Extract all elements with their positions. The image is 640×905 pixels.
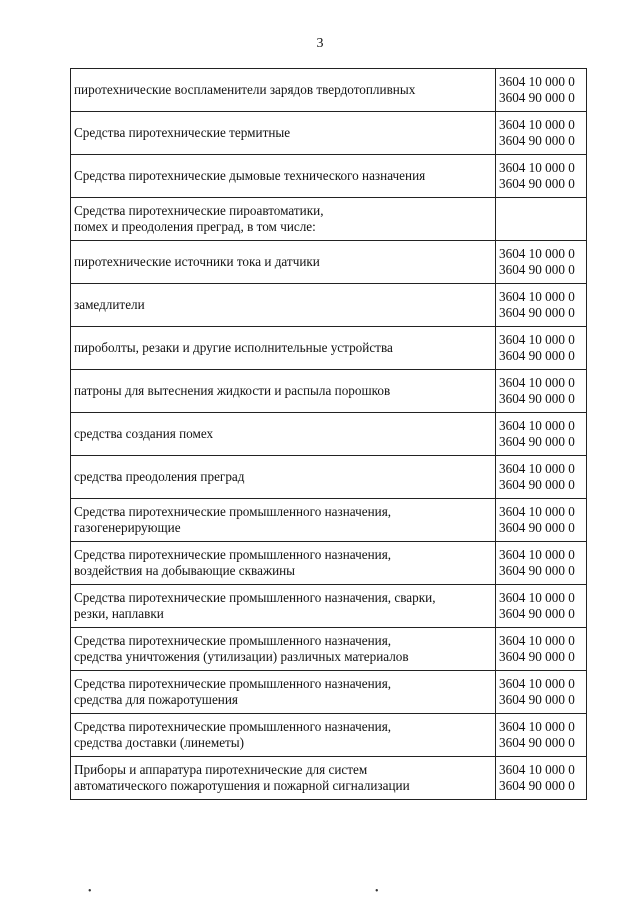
item-name-line: Средства пиротехнические промышленного назначения, сварки, <box>74 589 436 605</box>
item-name <box>71 628 496 671</box>
item-name-line: патроны для вытеснения жидкости и распыла порошков <box>74 382 391 398</box>
item-codes <box>496 284 587 327</box>
table-row <box>71 284 587 327</box>
table-row <box>71 456 587 499</box>
item-codes <box>496 241 587 284</box>
item-codes <box>496 327 587 370</box>
item-name <box>71 155 496 198</box>
item-codes <box>496 370 587 413</box>
item-name-line: автоматического пожаротушения и пожарной сигнализации <box>74 778 410 793</box>
item-codes <box>496 585 587 628</box>
table-row <box>71 69 587 112</box>
item-name <box>71 413 496 456</box>
table-row <box>71 585 587 628</box>
item-name <box>71 671 496 714</box>
tn-ved-code: 3604 90 000 0 <box>499 176 575 191</box>
item-name-line: пироболты, резаки и другие исполнительные устройства <box>74 339 393 355</box>
item-name-line: средства уничтожения (утилизации) различных материалов <box>74 649 409 664</box>
tn-ved-code: 3604 90 000 0 <box>499 90 575 105</box>
tn-ved-code: 3604 10 000 0 <box>499 761 575 777</box>
item-name <box>71 499 496 542</box>
tn-ved-code: 3604 90 000 0 <box>499 649 575 664</box>
item-name <box>71 757 496 800</box>
tn-ved-code: 3604 90 000 0 <box>499 477 575 492</box>
item-name-line: газогенерирующие <box>74 520 181 535</box>
table-row <box>71 370 587 413</box>
tn-ved-code: 3604 10 000 0 <box>499 589 575 605</box>
item-name-line: Средства пиротехнические пироавтоматики, <box>74 202 324 218</box>
item-name-line: Средства пиротехнические промышленного назначения, <box>74 632 392 648</box>
item-codes <box>496 413 587 456</box>
item-codes <box>496 671 587 714</box>
item-name-line: средства для пожаротушения <box>74 692 238 707</box>
item-name <box>71 456 496 499</box>
item-name <box>71 585 496 628</box>
item-codes <box>496 69 587 112</box>
tn-ved-code: 3604 90 000 0 <box>499 520 575 535</box>
tn-ved-code: 3604 10 000 0 <box>499 503 575 519</box>
item-name <box>71 370 496 413</box>
item-name-line: Приборы и аппаратура пиротехнические для систем <box>74 761 368 777</box>
table-row <box>71 413 587 456</box>
item-name <box>71 714 496 757</box>
table-row <box>71 155 587 198</box>
item-codes <box>496 112 587 155</box>
tn-ved-code: 3604 90 000 0 <box>499 735 575 750</box>
table-row <box>71 327 587 370</box>
item-codes <box>496 198 587 241</box>
classification-table <box>70 68 587 800</box>
item-codes <box>496 155 587 198</box>
tn-ved-code: 3604 10 000 0 <box>499 159 575 175</box>
tn-ved-code: 3604 10 000 0 <box>499 718 575 734</box>
table-row <box>71 198 587 241</box>
tn-ved-code: 3604 90 000 0 <box>499 434 575 449</box>
table-row <box>71 757 587 800</box>
item-codes <box>496 456 587 499</box>
tn-ved-code: 3604 10 000 0 <box>499 632 575 648</box>
table-row <box>71 628 587 671</box>
item-name-line: помех и преодоления преград, в том числе: <box>74 219 316 234</box>
scan-mark: • <box>88 886 92 897</box>
item-name-line: Средства пиротехнические термитные <box>74 124 291 140</box>
tn-ved-code: 3604 10 000 0 <box>499 73 575 89</box>
item-name <box>71 284 496 327</box>
item-codes <box>496 628 587 671</box>
item-name <box>71 241 496 284</box>
table-row <box>71 241 587 284</box>
tn-ved-code: 3604 90 000 0 <box>499 262 575 277</box>
item-name <box>71 69 496 112</box>
item-name-line: замедлители <box>74 296 145 312</box>
table-body <box>71 69 587 800</box>
tn-ved-code: 3604 10 000 0 <box>499 546 575 562</box>
tn-ved-code: 3604 90 000 0 <box>499 606 575 621</box>
tn-ved-code: 3604 10 000 0 <box>499 374 575 390</box>
tn-ved-code: 3604 90 000 0 <box>499 391 575 406</box>
tn-ved-code: 3604 10 000 0 <box>499 245 575 261</box>
tn-ved-code: 3604 90 000 0 <box>499 692 575 707</box>
item-name-line: резки, наплавки <box>74 606 164 621</box>
tn-ved-code: 3604 10 000 0 <box>499 288 575 304</box>
item-name-line: средства доставки (линеметы) <box>74 735 245 750</box>
tn-ved-code: 3604 90 000 0 <box>499 305 575 320</box>
tn-ved-code: 3604 10 000 0 <box>499 331 575 347</box>
item-name-line: Средства пиротехнические промышленного назначения, <box>74 503 392 519</box>
table-row <box>71 714 587 757</box>
table-row <box>71 112 587 155</box>
tn-ved-code: 3604 90 000 0 <box>499 133 575 148</box>
item-name-line: Средства пиротехнические промышленного назначения, <box>74 546 392 562</box>
item-name-line: воздействия на добывающие скважины <box>74 563 296 578</box>
item-name <box>71 542 496 585</box>
item-name-line: Средства пиротехнические промышленного назначения, <box>74 718 392 734</box>
item-codes <box>496 714 587 757</box>
item-codes <box>496 542 587 585</box>
page-number: 3 <box>316 36 324 51</box>
item-name-line: пиротехнические источники тока и датчики <box>74 253 320 269</box>
item-name <box>71 112 496 155</box>
table-row <box>71 542 587 585</box>
tn-ved-code: 3604 90 000 0 <box>499 563 575 578</box>
item-name-line: средства создания помех <box>74 425 214 441</box>
tn-ved-code: 3604 10 000 0 <box>499 460 575 476</box>
tn-ved-code: 3604 90 000 0 <box>499 778 575 793</box>
item-codes <box>496 499 587 542</box>
tn-ved-code: 3604 10 000 0 <box>499 675 575 691</box>
tn-ved-code: 3604 90 000 0 <box>499 348 575 363</box>
item-name-line: Средства пиротехнические промышленного назначения, <box>74 675 392 691</box>
item-name <box>71 198 496 241</box>
scan-mark: • <box>375 886 379 897</box>
item-name <box>71 327 496 370</box>
tn-ved-code: 3604 10 000 0 <box>499 417 575 433</box>
item-name-line: Средства пиротехнические дымовые технического назначения <box>74 167 426 183</box>
table-row <box>71 499 587 542</box>
table-row <box>71 671 587 714</box>
item-codes <box>496 757 587 800</box>
item-name-line: средства преодоления преград <box>74 468 245 484</box>
tn-ved-code: 3604 10 000 0 <box>499 116 575 132</box>
item-name-line: пиротехнические воспламенители зарядов твердотопливных <box>74 81 416 97</box>
